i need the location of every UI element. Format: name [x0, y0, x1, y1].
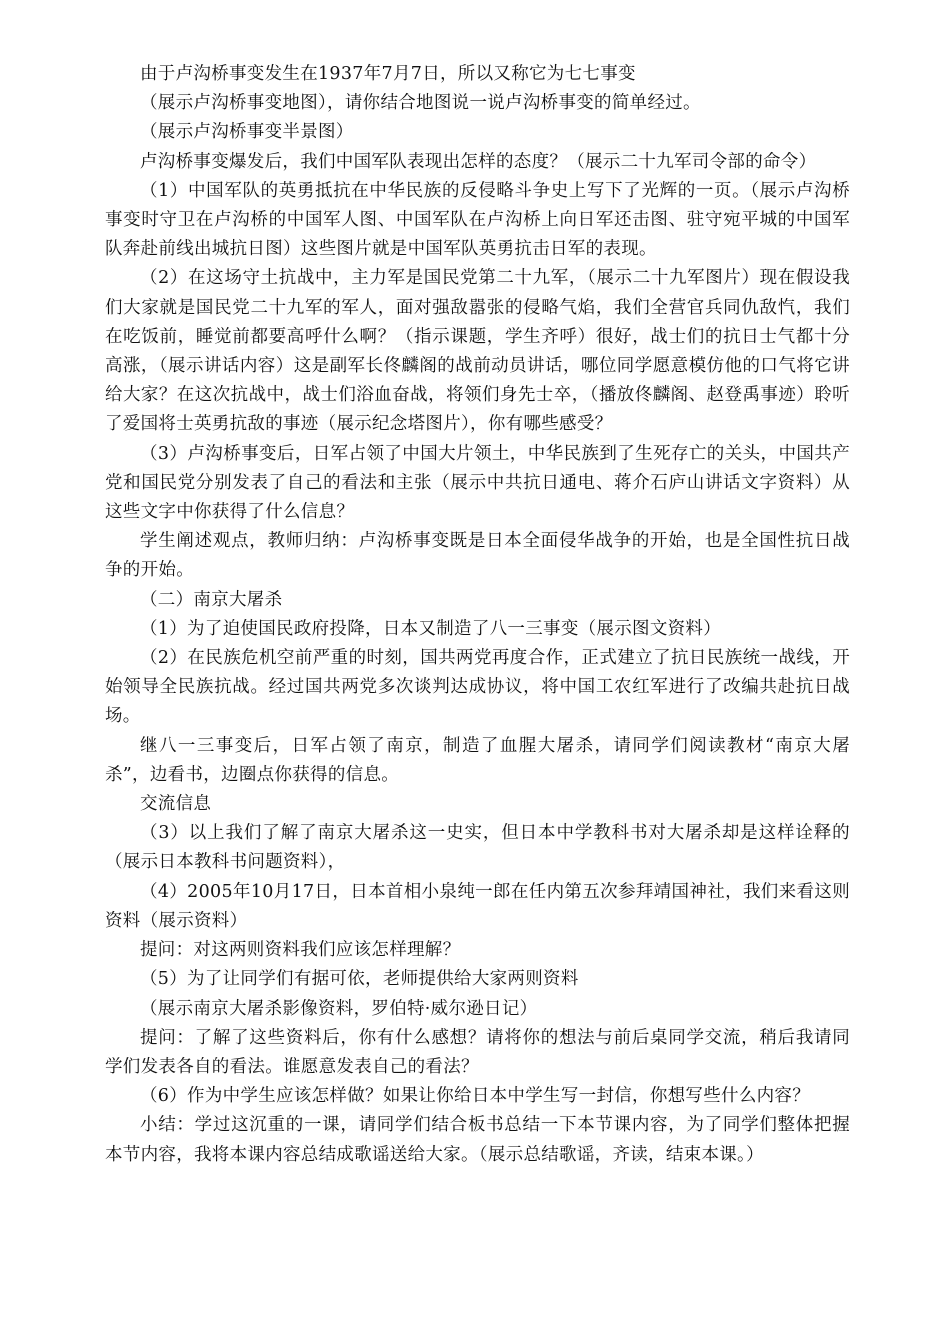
paragraph-nanjing-2: （2）在民族危机空前严重的时刻，国共两党再度合作，正式建立了抗日民族统一战线，开始领导全民族抗战。经过国共两党多次谈判达成协议，将中国工农红军进行了改编共赴抗日战场。 — [105, 648, 850, 727]
paragraph-map: （展示卢沟桥事变地图），请你结合地图说一说卢沟桥事变的简单经过。 — [140, 93, 701, 114]
paragraph-attitude-question: 卢沟桥事变爆发后，我们中国军队表现出怎样的态度？（展示二十九军司令部的命令） — [140, 151, 817, 172]
paragraph-exchange: 交流信息 — [140, 794, 212, 815]
paragraph-summary-lugou: 学生阐述观点，教师归纳：卢沟桥事变既是日本全面侵华战争的开始，也是全国性抗日战争的开始。 — [105, 531, 850, 581]
paragraph-nanjing-6: （6）作为中学生应该怎样做？如果让你给日本中学生写一封信，你想写些什么内容？ — [140, 1086, 811, 1107]
section-heading-nanjing: （二）南京大屠杀 — [140, 589, 283, 610]
paragraph-nanjing-4: （4）2005年10月17日，日本首相小泉纯一郎在任内第五次参拜靖国神社，我们来看这则资料（展示资料） — [105, 881, 850, 931]
paragraph-nanjing-3: （3）以上我们了解了南京大屠杀这一史实，但日本中学教科书对大屠杀却是这样诠释的（展示日本教科书问题资料）， — [105, 823, 850, 873]
paragraph-question-1: 提问：对这两则资料我们应该怎样理解？ — [140, 940, 461, 961]
paragraph-show-materials: （展示南京大屠杀影像资料，罗伯特·威尔逊日记） — [140, 998, 538, 1019]
paragraph-conclusion: 小结：学过这沉重的一课，请同学们结合板书总结一下本节课内容，为了同学们整体把握本节内容，我将本课内容总结成歌谣送给大家。（展示总结歌谣，齐读，结束本课。） — [105, 1115, 850, 1165]
paragraph-point-3: （3）卢沟桥事变后，日军占领了中国大片领土，中华民族到了生死存亡的关头，中国共产党和国民党分别发表了自己的看法和主张（展示中共抗日通电、蒋介石庐山讲话文字资料）从这些文字中你获得了什么信息？ — [105, 443, 850, 523]
paragraph-panorama: （展示卢沟桥事变半景图） — [140, 122, 354, 143]
paragraph-point-2: （2）在这场守土抗战中，主力军是国民党第二十九军，（展示二十九军图片）现在假设我们大家就是国民党二十九军的军人，面对强敌嚣张的侵略气焰，我们全营官兵同仇敌忾，我们在吃饭前，睡觉前都要高呼什么啊？（指示课题，学生齐呼）很好，战士们的抗日士气都十分高涨，（展示讲话内容）这是副军长佟麟阁的战前动员讲话，哪位同学愿意模仿他的口气将它讲给大家？在这次抗战中，战士们浴血奋战，将领们身先士卒，（播放佟麟阁、赵登禹事迹）聆听了爱国将士英勇抗敌的事迹（展示纪念塔图片），你有哪些感受？ — [105, 268, 850, 435]
paragraph-nanjing-1: （1）为了迫使国民政府投降，日本又制造了八一三事变（展示图文资料） — [140, 618, 722, 639]
document-body — [105, 60, 850, 1170]
paragraph-nanjing-5: （5）为了让同学们有据可依，老师提供给大家两则资料 — [140, 969, 579, 990]
paragraph-point-1: （1）中国军队的英勇抵抗在中华民族的反侵略斗争史上写下了光辉的一页。（展示卢沟桥事变时守卫在卢沟桥的中国军人图、中国军队在卢沟桥上向日军还击图、驻守宛平城的中国军队奔赴前线出城抗日图）这些图片就是中国军队英勇抗击日军的表现。 — [105, 180, 850, 260]
paragraph-nanjing-reading: 继八一三事变后，日军占领了南京，制造了血腥大屠杀，请同学们阅读教材“南京大屠杀”，边看书，边圈点你获得的信息。 — [105, 735, 850, 785]
paragraph-question-2: 提问：了解了这些资料后，你有什么感想？请将你的想法与前后桌同学交流，稍后我请同学们发表各自的看法。谁愿意发表自己的看法？ — [105, 1027, 850, 1077]
paragraph-date-intro: 由于卢沟桥事变发生在1937年7月7日，所以又称它为七七事变 — [140, 64, 636, 84]
